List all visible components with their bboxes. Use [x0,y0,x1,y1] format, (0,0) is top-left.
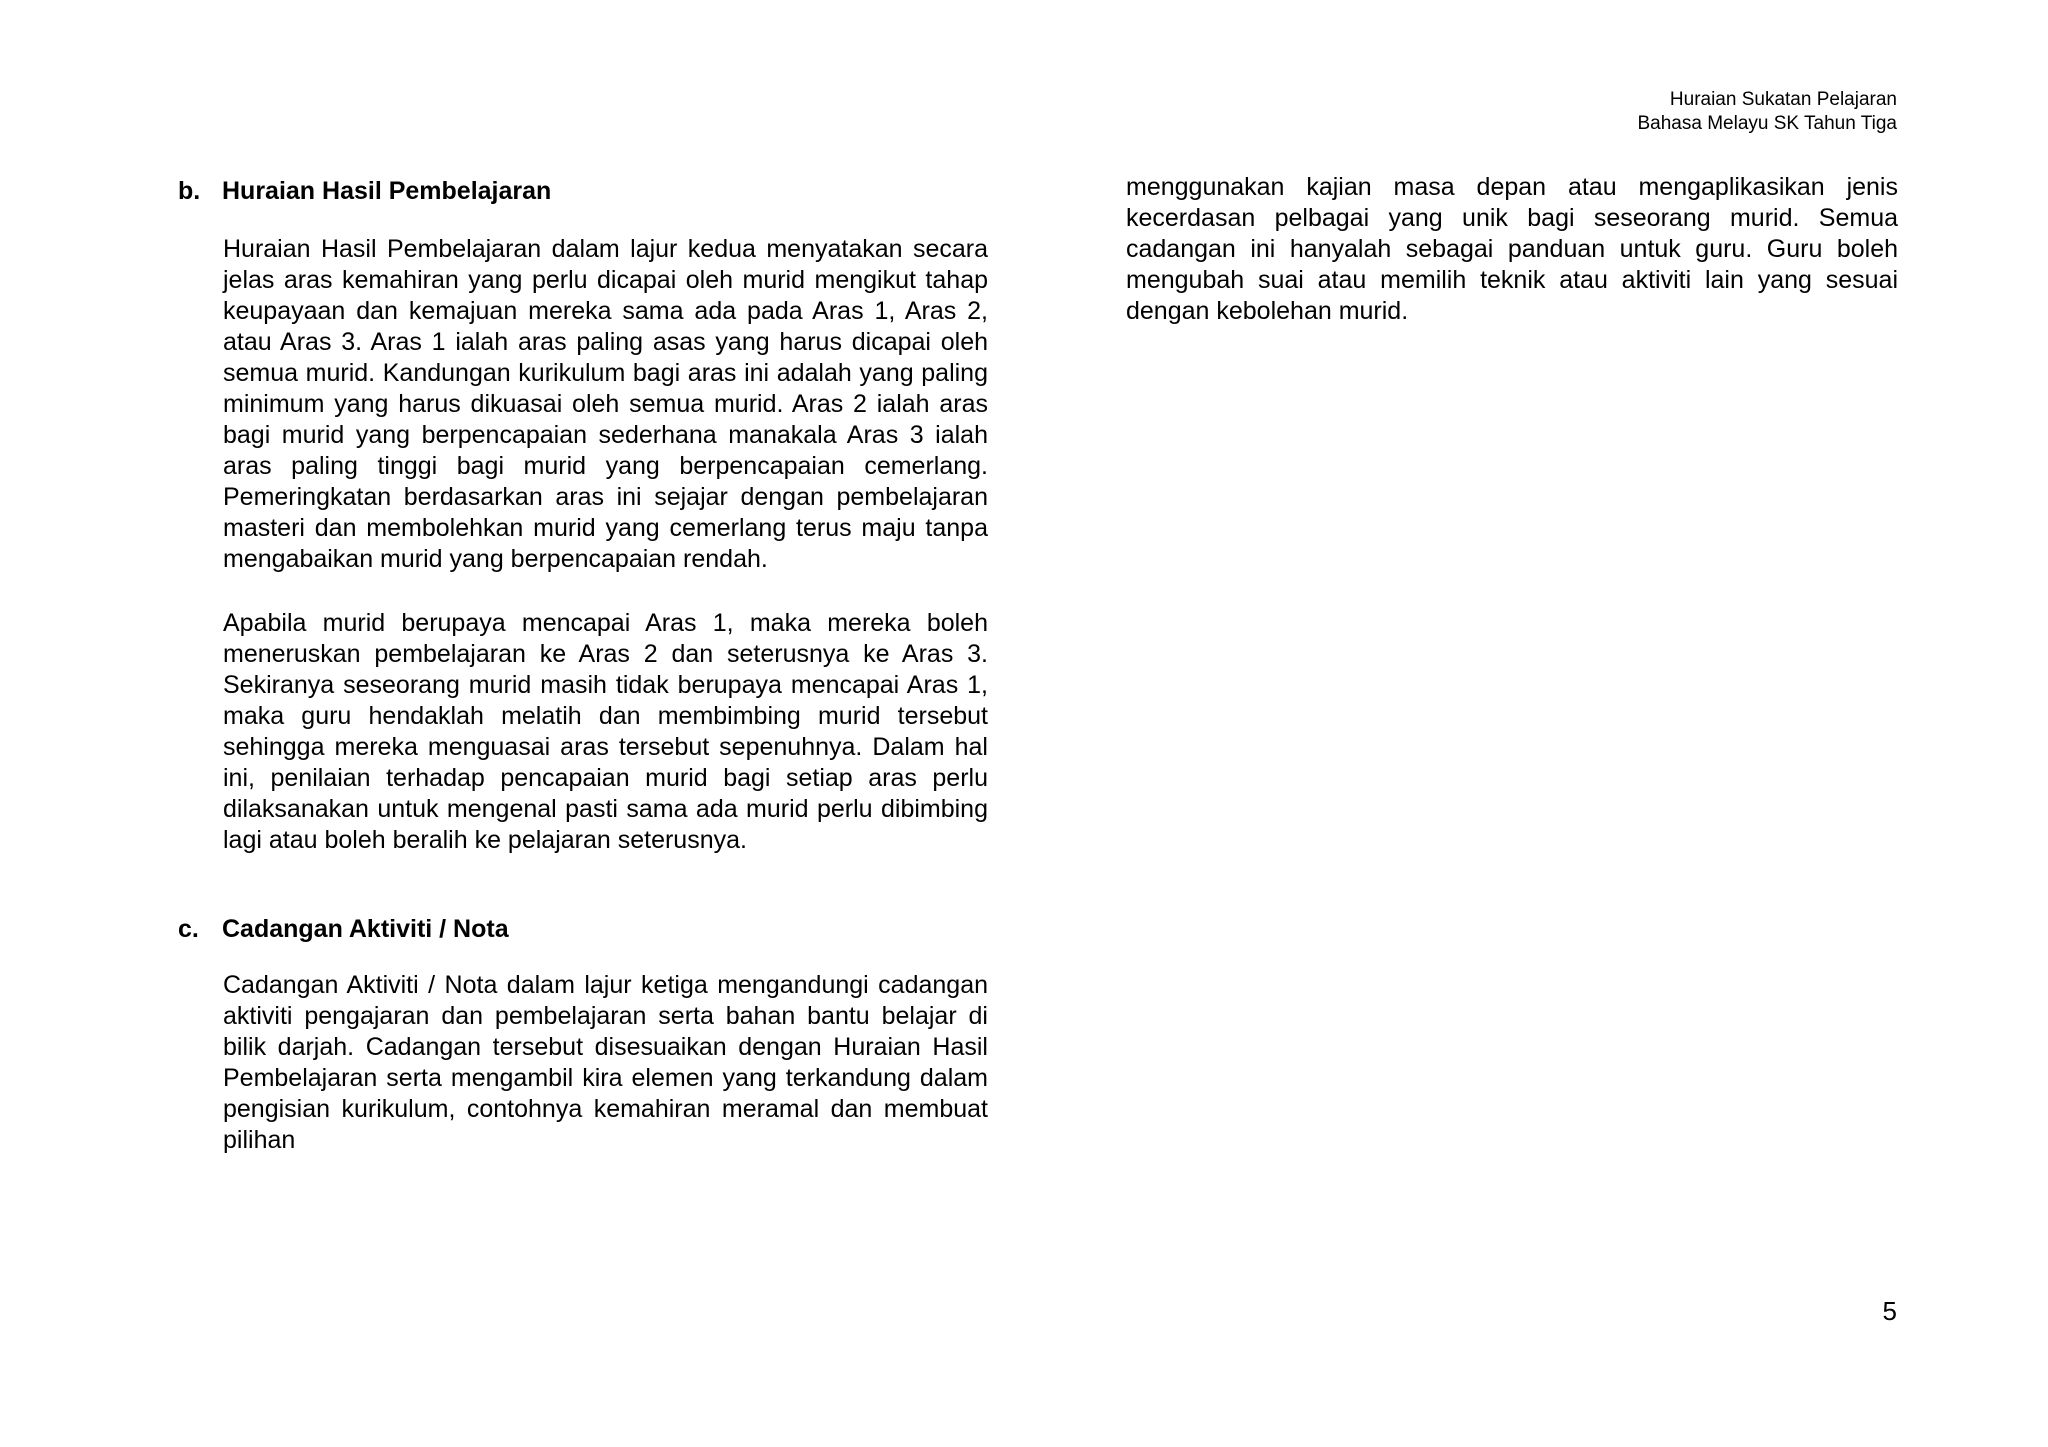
section-c-title: Cadangan Aktiviti / Nota [222,915,509,943]
section-b-marker: b. [178,177,201,205]
section-b-heading [178,172,988,210]
left-column [178,172,988,1156]
section-c-paragraph-1: Cadangan Aktiviti / Nota dalam lajur ketiga mengandungi cadangan aktiviti pengajaran dan pembelajaran serta bahan bantu belajar di bilik darjah. Cadangan tersebut disesuaikan dengan Huraian Hasil Pembelajaran serta mengambil kira elemen yang terkandung dalam pengisian kurikulum, contohnya kemahiran meramal dan membuat pilihan [223,971,988,1154]
section-c-heading [178,910,988,948]
right-column [1126,172,1898,327]
section-b-title: Huraian Hasil Pembelajaran [222,177,552,205]
page-header [1638,88,1898,136]
section-c-marker: c. [178,915,199,943]
section-c-continuation: menggunakan kajian masa depan atau mengaplikasikan jenis kecerdasan pelbagai yang unik bagi seseorang murid. Semua cadangan ini hanyalah sebagai panduan untuk guru. Guru boleh mengubah suai atau memilih teknik atau aktiviti lain yang sesuai dengan kebolehan murid. [1126,173,1898,325]
header-line-2: Bahasa Melayu SK Tahun Tiga [1637,113,1897,134]
page-number: 5 [1882,1296,1897,1326]
section-b-paragraph-1: Huraian Hasil Pembelajaran dalam lajur kedua menyatakan secara jelas aras kemahiran yang perlu dicapai oleh murid mengikut tahap keupayaan dan kemajuan mereka sama ada pada Aras 1, Aras 2, atau Aras 3. Aras 1 ialah aras paling asas yang harus dicapai oleh semua murid. Kandungan kurikulum bagi aras ini adalah yang paling minimum yang harus dikuasai oleh semua murid. Aras 2 ialah aras bagi murid yang berpencapaian sederhana manakala Aras 3 ialah aras paling tinggi bagi murid yang berpencapaian cemerlang. Pemeringkatan berdasarkan aras ini sejajar dengan pembelajaran masteri dan membolehkan murid yang cemerlang terus maju tanpa mengabaikan murid yang berpencapaian rendah. [223,235,988,573]
header-line-1: Huraian Sukatan Pelajaran [1669,89,1897,110]
section-b-paragraph-2: Apabila murid berupaya mencapai Aras 1, maka mereka boleh meneruskan pembelajaran ke Aras 2 dan seterusnya ke Aras 3. Sekiranya seseorang murid masih tidak berupaya mencapai Aras 1, maka guru hendaklah melatih dan membimbing murid tersebut sehingga mereka menguasai aras tersebut sepenuhnya. Dalam hal ini, penilaian terhadap pencapaian murid bagi setiap aras perlu dilaksanakan untuk mengenal pasti sama ada murid perlu dibimbing lagi atau boleh beralih ke pelajaran seterusnya. [223,609,988,854]
